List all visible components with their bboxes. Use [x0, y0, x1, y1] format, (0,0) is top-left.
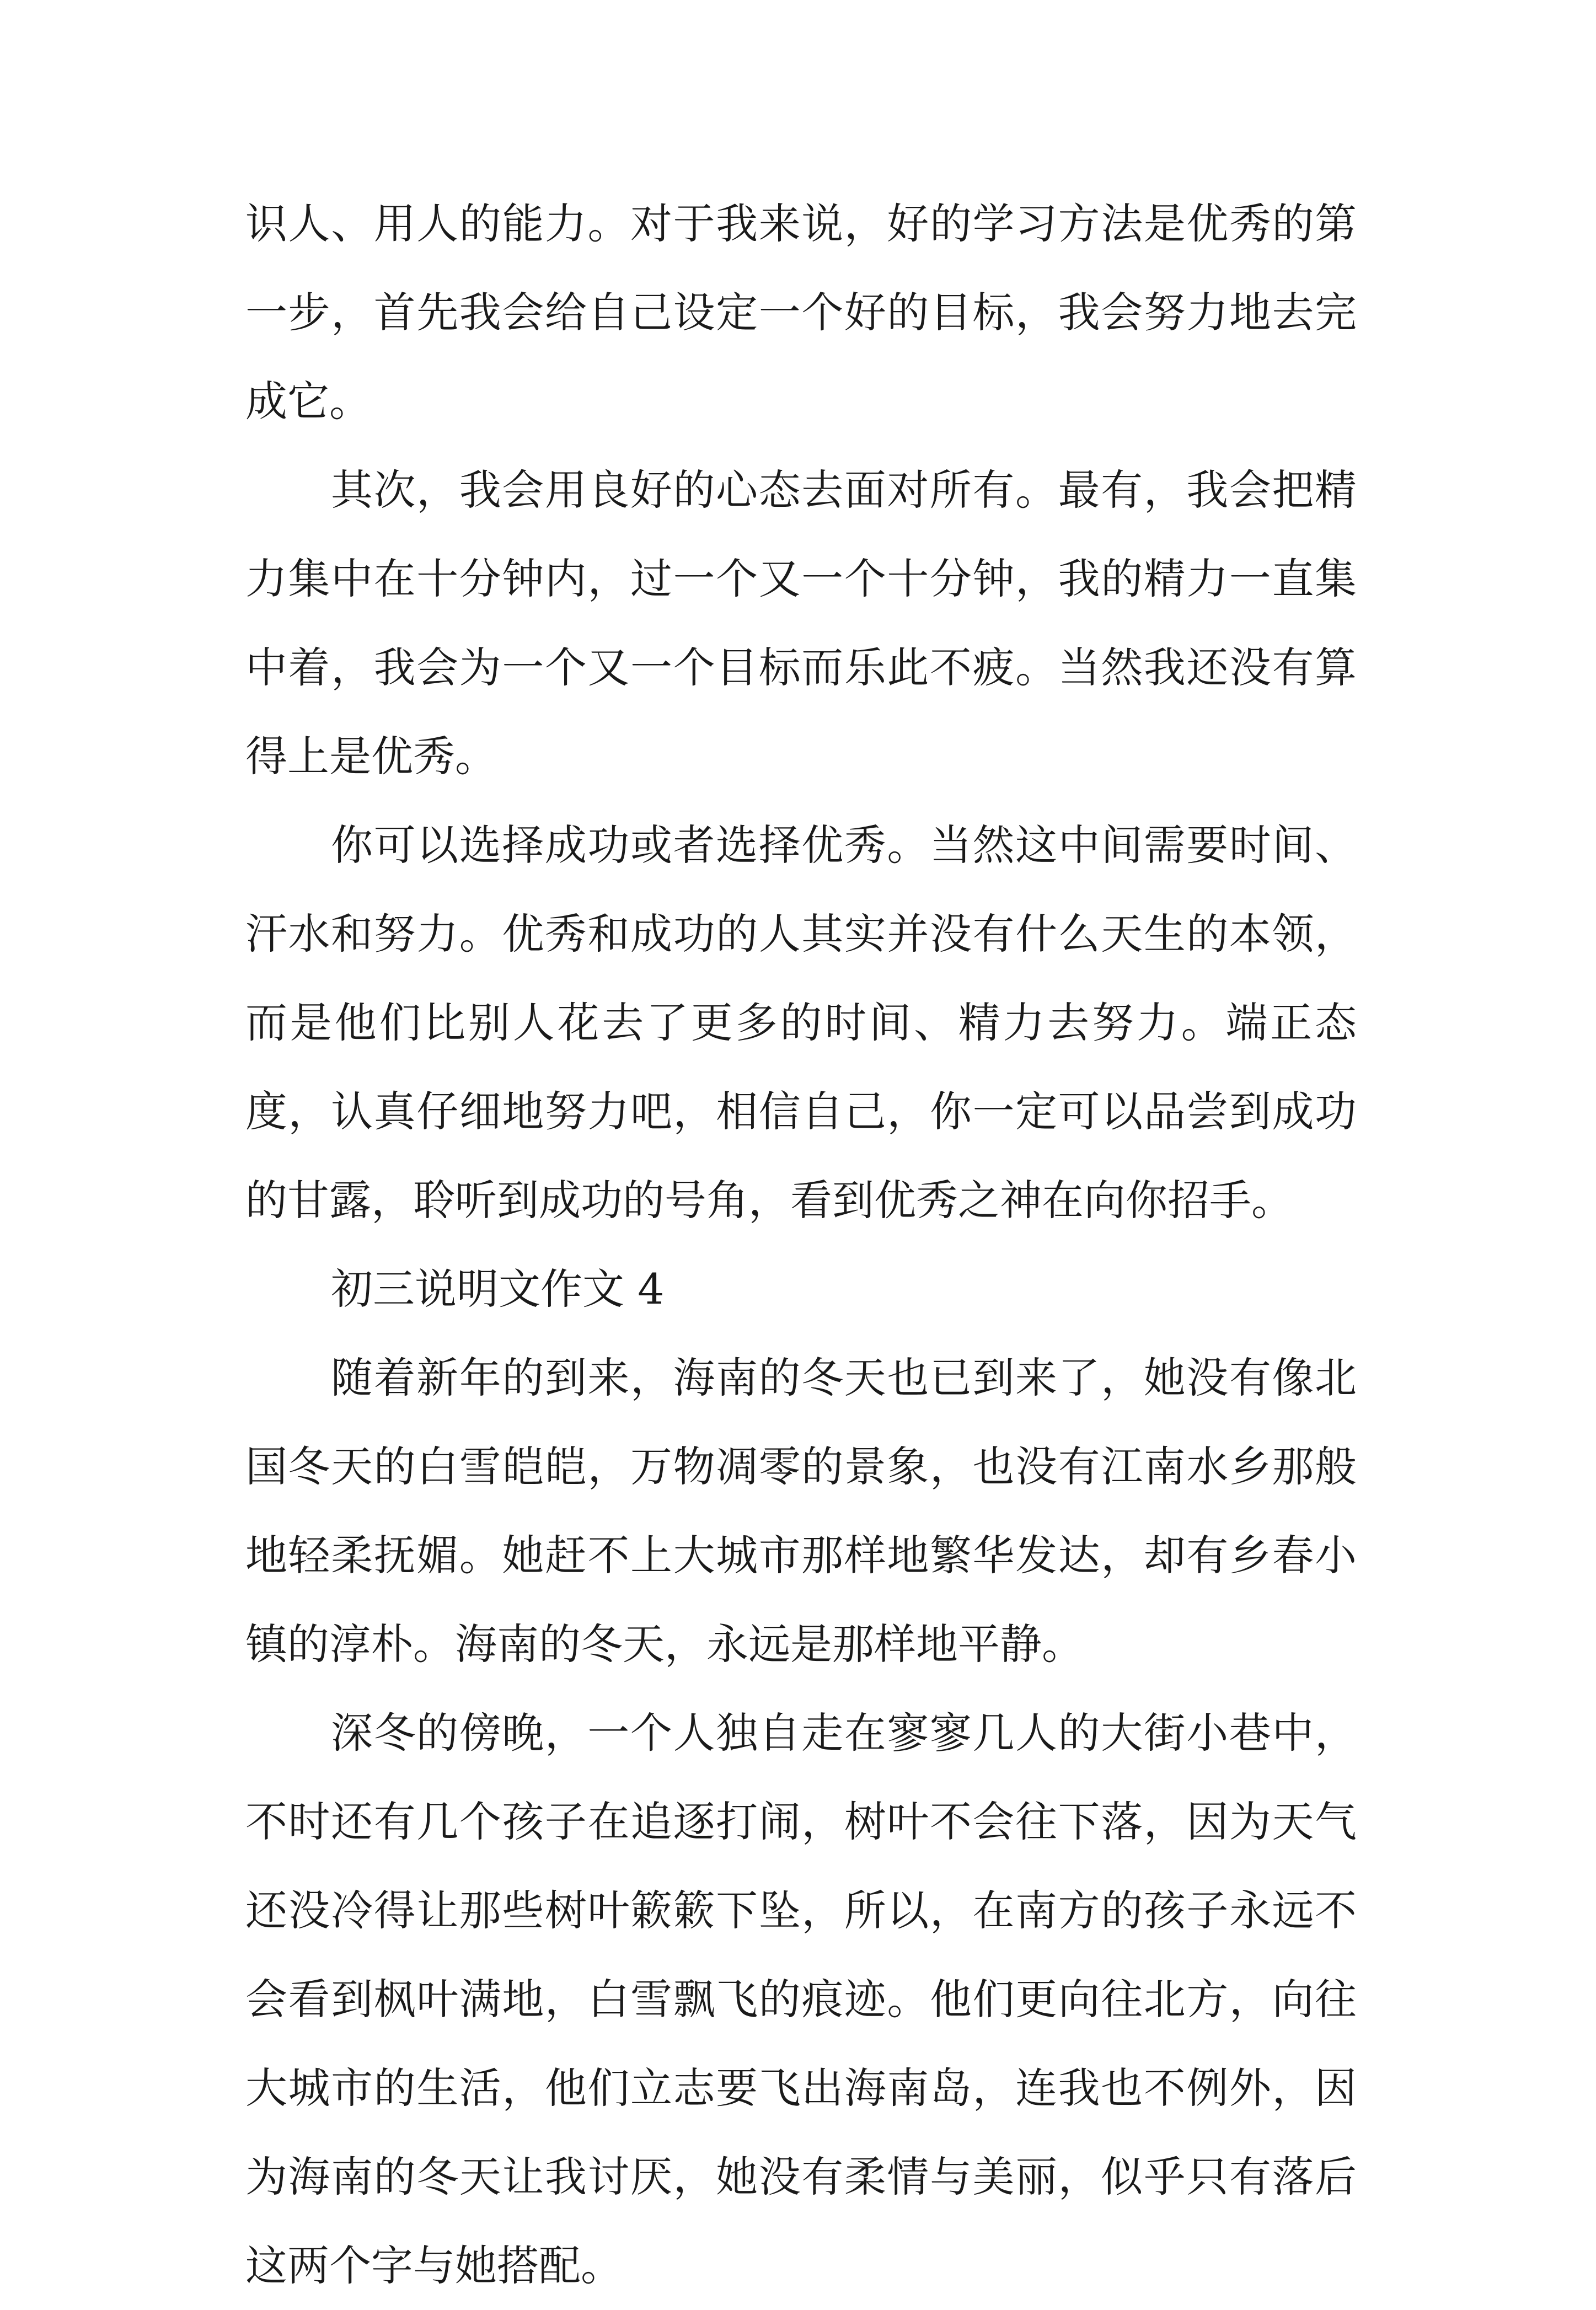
paragraph: 你可以选择成功或者选择优秀。当然这中间需要时间、汗水和努力。优秀和成功的人其实并没有什么天生的本领，而是他们比别人花去了更多的时间、精力去努力。端正态度，认真仔细地努力吧，相信自己，你一定可以品尝到成功的甘露，聆听到成功的号角，看到优秀之神在向你招手。: [245, 821, 1357, 1225]
paragraph: 深冬的傍晚，一个人独自走在寥寥几人的大街小巷中，不时还有几个孩子在追逐打闹，树叶不会往下落，因为天气还没冷得让那些树叶簌簌下坠，所以，在南方的孩子永远不会看到枫叶满地，白雪飘飞的痕迹。他们更向往北方，向往大城市的生活，他们立志要飞出海南岛，连我也不例外，因为海南的冬天让我讨厌，她没有柔情与美丽，似乎只有落后这两个字与她搭配。: [245, 1708, 1357, 2290]
document-body: [245, 179, 1357, 2310]
section-heading: 初三说明文作文 4: [331, 1264, 665, 1314]
paragraph: 随着新年的到来，海南的冬天也已到来了，她没有像北国冬天的白雪皑皑，万物凋零的景象，也没有江南水乡那般地轻柔抚媚。她赶不上大城市那样地繁华发达，却有乡春小镇的淳朴。海南的冬天，永远是那样地平静。: [245, 1353, 1357, 1669]
paragraph: 其次，我会用良好的心态去面对所有。最有，我会把精力集中在十分钟内，过一个又一个十分钟，我的精力一直集中着，我会为一个又一个目标而乐此不疲。当然我还没有算得上是优秀。: [245, 465, 1357, 781]
paragraph-continued: 识人、用人的能力。对于我来说，好的学习方法是优秀的第一步，首先我会给自己设定一个好的目标，我会努力地去完成它。: [245, 199, 1357, 426]
